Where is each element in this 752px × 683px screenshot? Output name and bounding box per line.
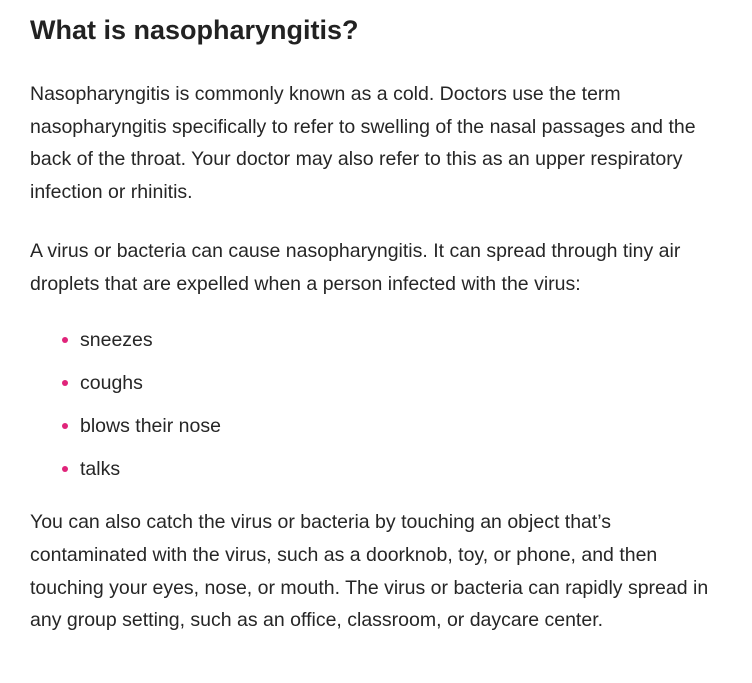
section-heading: What is nasopharyngitis?: [30, 15, 359, 45]
list-item-label: blows their nose: [80, 415, 221, 438]
transmission-list: [30, 329, 730, 480]
bullet-dot-icon: [62, 380, 68, 386]
paragraph-definition: Nasopharyngitis is commonly known as a cold. Doctors use the term nasopharyngitis specifically to refer to swelling of the nasal passages and the back of the throat. Your doctor may also refer to this as an upper respiratory infection or rhinitis.: [30, 83, 696, 204]
list-item: [30, 329, 730, 351]
list-item-label: sneezes: [80, 329, 153, 352]
article-section: [30, 0, 730, 637]
bullet-dot-icon: [62, 423, 68, 429]
paragraph-contact-spread: You can also catch the virus or bacteria by touching an object that’s contaminated with the virus, such as a doorknob, toy, or phone, and then touching your eyes, nose, or mouth. The virus or bacteria can rapidly spread in any group setting, such as an office, classroom, or daycare center.: [30, 511, 709, 632]
list-item: [30, 458, 730, 480]
bullet-dot-icon: [62, 337, 68, 343]
list-item-label: talks: [80, 458, 121, 481]
list-item: [30, 372, 730, 394]
paragraph-causes: A virus or bacteria can cause nasopharyngitis. It can spread through tiny air droplets that are expelled when a person infected with the virus:: [30, 239, 681, 295]
list-item-label: coughs: [80, 372, 143, 395]
bullet-dot-icon: [62, 466, 68, 472]
list-item: [30, 415, 730, 437]
